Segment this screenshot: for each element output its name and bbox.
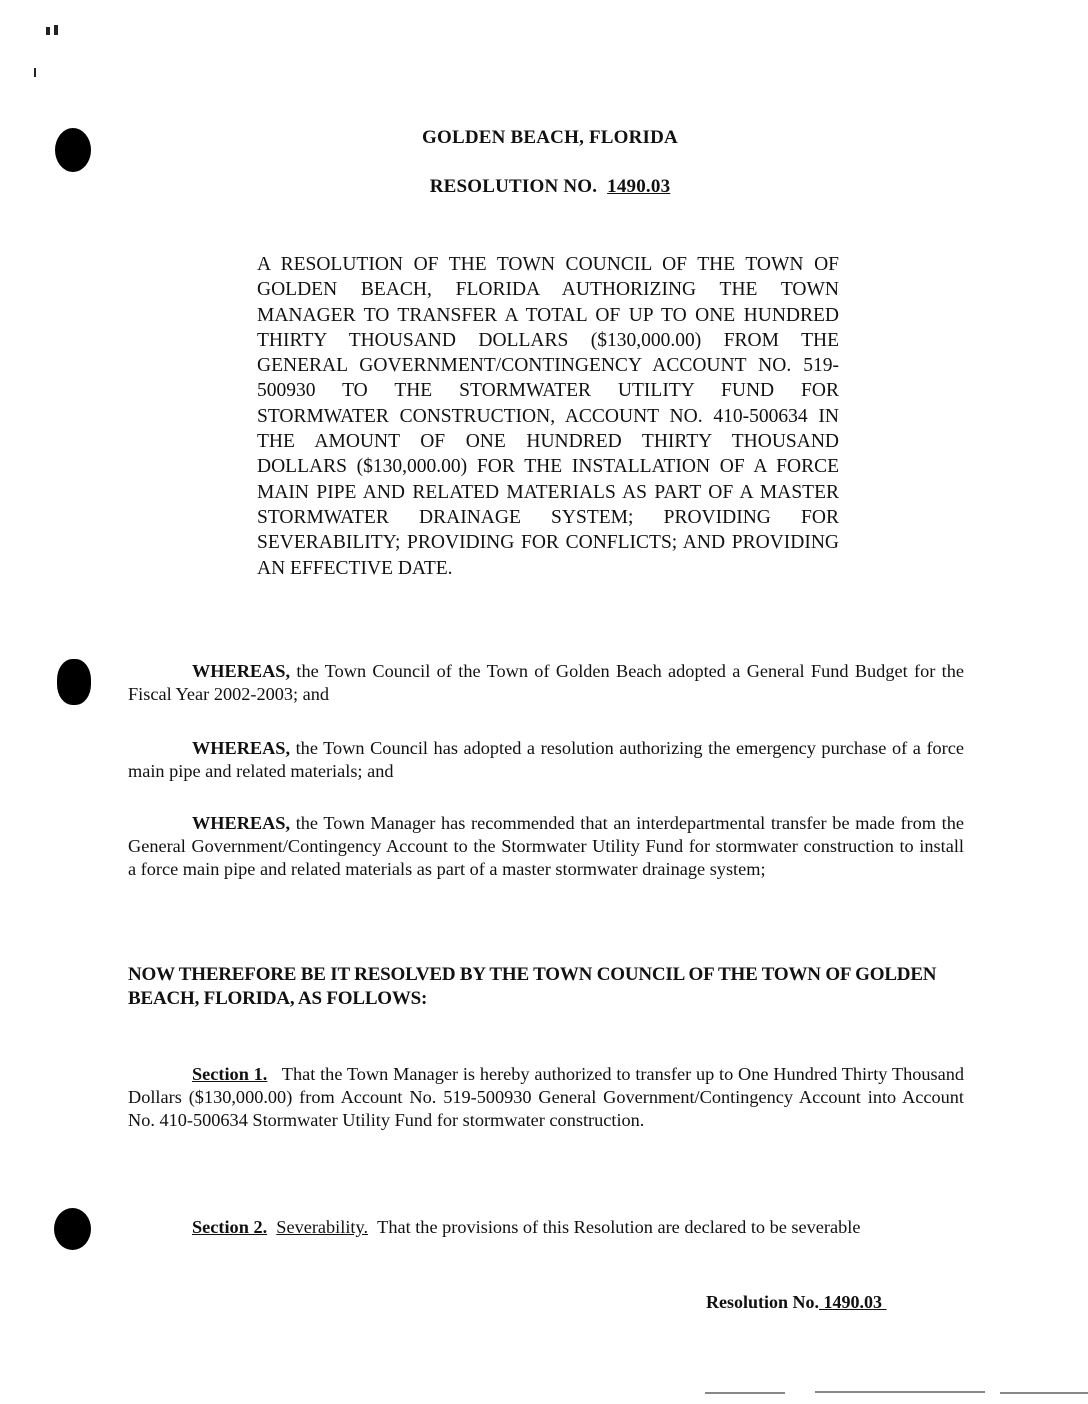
punch-hole-middle — [57, 659, 91, 705]
scan-mark — [46, 27, 50, 35]
scan-artifact — [1000, 1392, 1088, 1394]
whereas-clause-3 — [128, 812, 964, 880]
whereas-text: the Town Council has adopted a resolution authorizing the emergency purchase of a force main pipe and related materials; and — [128, 738, 964, 781]
whereas-text: the Town Council of the Town of Golden Beach adopted a General Fund Budget for the Fiscal Year 2002-2003; and — [128, 661, 964, 704]
scan-mark — [34, 68, 36, 77]
resolution-title — [0, 176, 1088, 198]
whereas-clause-1 — [128, 660, 964, 706]
whereas-clause-2 — [128, 737, 964, 783]
section-text: That the Town Manager is hereby authorized to transfer up to One Hundred Thirty Thousand Dollars ($130,000.00) from Account No. 519-500930 General Government/Contingency Account into Account No. 410-500634 Stormwater Utility Fund for stormwater construction. — [128, 1064, 965, 1130]
whereas-lead: WHEREAS, — [192, 813, 291, 833]
municipality-title: GOLDEN BEACH, FLORIDA — [422, 127, 678, 148]
section-text: That the provisions of this Resolution are declared to be severable — [377, 1217, 861, 1237]
section-2 — [128, 1216, 964, 1239]
footer-label: Resolution No. — [706, 1292, 820, 1312]
footer-resolution-number — [706, 1292, 887, 1313]
footer-number: 1490.03 — [823, 1292, 883, 1312]
scan-mark — [54, 25, 58, 35]
section-subheading: Severability. — [276, 1217, 369, 1237]
whereas-lead: WHEREAS, — [192, 661, 291, 681]
punch-hole-bottom — [54, 1208, 91, 1250]
whereas-lead: WHEREAS, — [192, 738, 291, 758]
section-heading: Section 2. — [192, 1217, 268, 1237]
scan-artifact — [705, 1392, 785, 1394]
scan-artifact — [815, 1391, 985, 1393]
resolution-label: RESOLUTION NO. — [429, 176, 598, 197]
resolution-number: 1490.03 — [607, 176, 671, 197]
resolution-abstract: A RESOLUTION OF THE TOWN COUNCIL OF THE TOWN OF GOLDEN BEACH, FLORIDA AUTHORIZING THE TOWN MANAGER TO TRANSFER A TOTAL OF UP TO ONE HUNDRED THIRTY THOUSAND DOLLARS ($130,000.00) FROM THE GENERAL GOVERNMENT/CONTINGENCY ACCOUNT NO. 519-500930 TO THE STORMWATER UTILITY FUND FOR STORMWATER CONSTRUCTION, ACCOUNT NO. 410-500634 IN THE AMOUNT OF ONE HUNDRED THIRTY THOUSAND DOLLARS ($130,000.00) FOR THE INSTALLATION OF A FORCE MAIN PIPE AND RELATED MATERIALS AS PART OF A MASTER STORMWATER DRAINAGE SYSTEM; PROVIDING FOR SEVERABILITY; PROVIDING FOR CONFLICTS; AND PROVIDING AN EFFECTIVE DATE. — [257, 254, 839, 579]
resolved-clause: NOW THEREFORE BE IT RESOLVED BY THE TOWN COUNCIL OF THE TOWN OF GOLDEN BEACH, FLORIDA, AS FOLLOWS: — [128, 964, 937, 1009]
section-1 — [128, 1063, 964, 1131]
section-heading: Section 1. — [192, 1064, 268, 1084]
whereas-text: the Town Manager has recommended that an interdepartmental transfer be made from the General Government/Contingency Account to the Stormwater Utility Fund for stormwater construction to install a force main pipe and related materials as part of a master stormwater drainage system; — [128, 813, 964, 879]
